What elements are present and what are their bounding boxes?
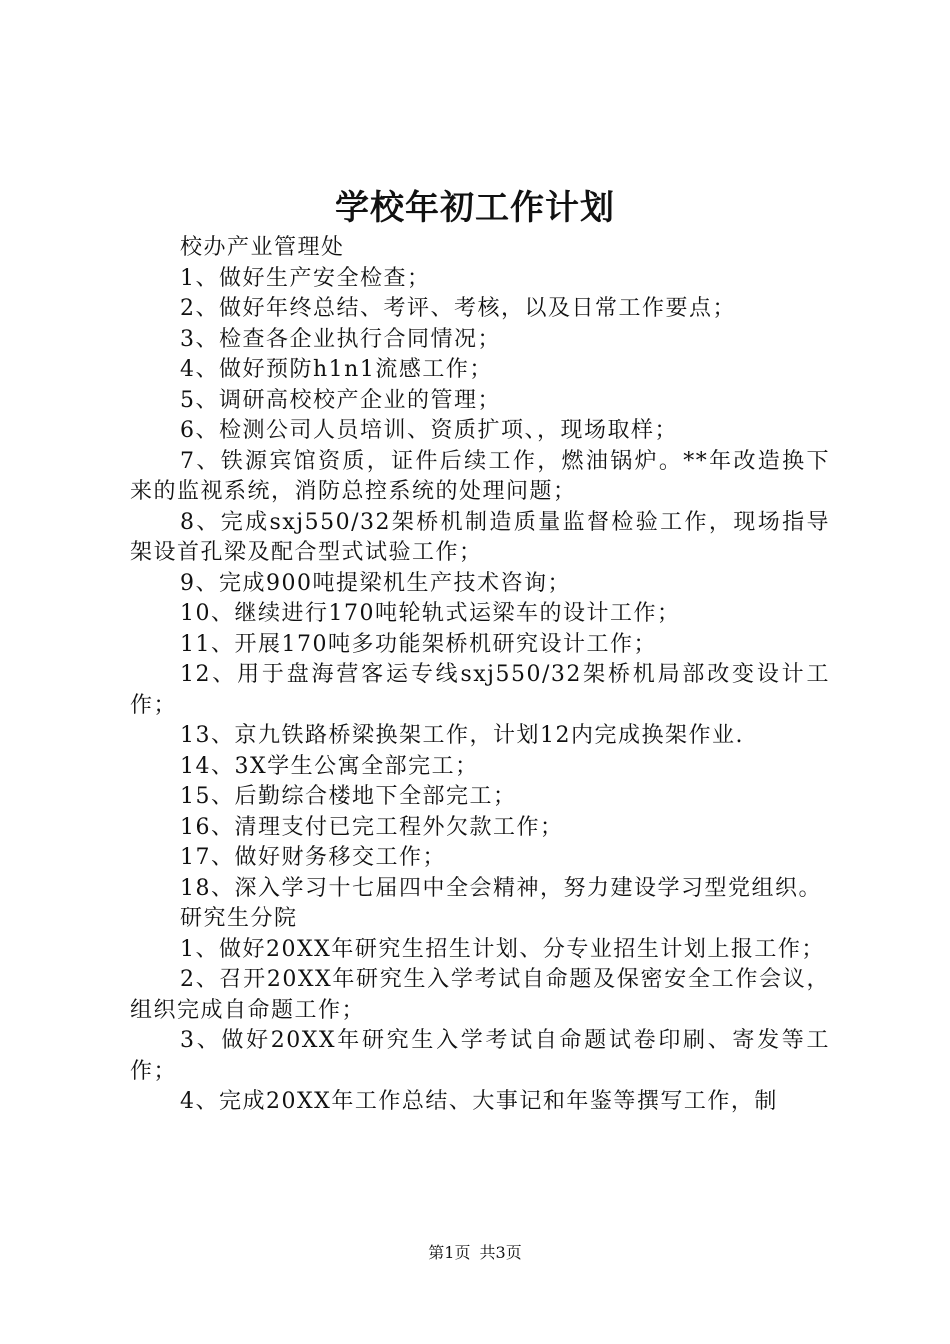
paragraph: 1、做好生产安全检查； [180,265,431,291]
page-number: 第1页 [428,1243,471,1262]
paragraph: 14、3X学生公寓全部完工； [180,753,479,779]
paragraph: 6、检测公司人员培训、资质扩项、，现场取样； [180,418,678,443]
page-footer [0,1242,950,1264]
paragraph-section-heading: 研究生分院 [180,906,298,931]
paragraph: 18、深入学习十七届四中全会精神，努力建设学习型党组织。 [180,875,822,901]
paragraph: 5、调研高校校产企业的管理； [180,387,501,413]
paragraph: 8、完成sxj550/32架桥机制造质量监督检验工作，现场指导架设首孔梁及配合型式试验工作； [130,509,830,565]
paragraph: 12、用于盘海营客运专线sxj550/32架桥机局部改变设计工作； [130,662,830,718]
paragraph: 4、完成20XX年工作总结、大事记和年鉴等撰写工作，制 [180,1089,778,1114]
paragraph: 3、检查各企业执行合同情况； [180,326,501,352]
paragraph: 13、京九铁路桥梁换架工作，计划12内完成换架作业. [180,723,744,748]
paragraph: 9、完成900吨提梁机生产技术咨询； [180,570,571,596]
paragraph: 1、做好20XX年研究生招生计划、分专业招生计划上报工作； [180,936,825,962]
paragraph: 2、召开20XX年研究生入学考试自命题及保密安全工作会议，组织完成自命题工作； [130,967,830,1023]
paragraph: 16、清理支付已完工程外欠款工作； [180,814,564,840]
paragraph: 7、铁源宾馆资质，证件后续工作，燃油锅炉。**年改造换下来的监视系统，消防总控系统的处理问题； [130,448,830,504]
document-body [130,233,830,1118]
paragraph: 15、后勤综合楼地下全部完工； [180,784,517,809]
paragraph: 10、继续进行170吨轮轨式运梁车的设计工作； [180,601,681,626]
page-total: 共3页 [479,1243,522,1262]
paragraph: 3、做好20XX年研究生入学考试自命题试卷印刷、寄发等工作； [130,1028,830,1084]
paragraph-section-heading: 校办产业管理处 [180,235,345,260]
paragraph: 2、做好年终总结、考评、考核，以及日常工作要点； [180,296,736,321]
paragraph: 11、开展170吨多功能架桥机研究设计工作； [180,631,657,657]
paragraph: 17、做好财务移交工作； [180,845,446,870]
paragraph: 4、做好预防h1n1流感工作； [180,357,493,382]
document-title: 学校年初工作计划 [335,188,615,228]
